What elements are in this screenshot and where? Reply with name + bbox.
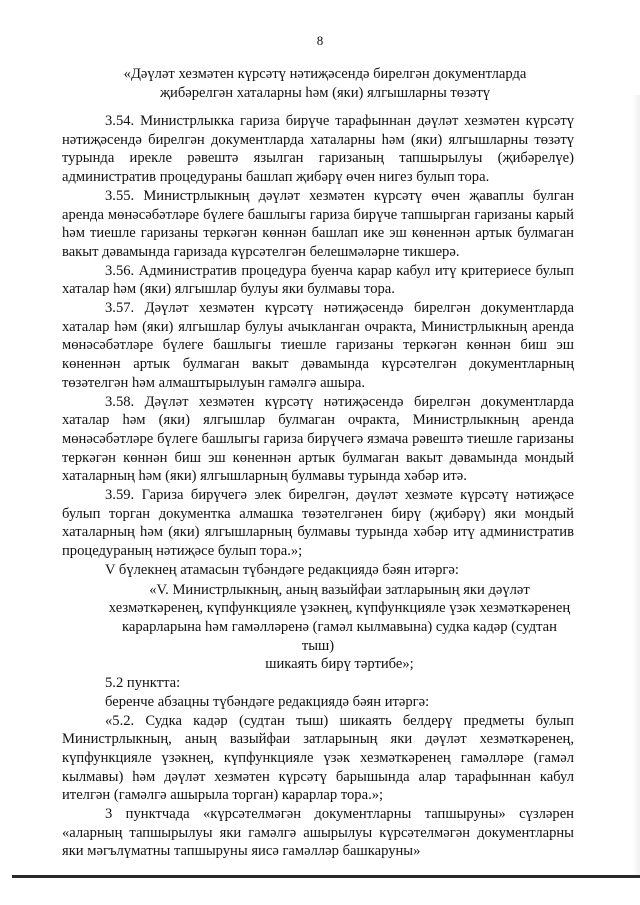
paragraph-3-58: 3.58. Дәүләт хезмәтен күрсәтү нәтиҗәсендә бирелгән документларда хаталар һәм (яки) ялгышлар булмаган очракта, Министрлыкның аренда мөнәсәбәтләре бүлеге башлыгы гариза бирүчегә язмача рәвештә тиешле гаризаны теркәгән көннән биш эш көненнән артык булмаган вакыт дәвамында мондый хаталарның һәм (яки) ялгышларның булмавы турында хәбәр итә. bbox=[62, 393, 574, 485]
paragraph-point-5-2: 5.2 пунктта: bbox=[105, 675, 181, 692]
paragraph-3-54: 3.54. Министрлыкка гариза бирүче тарафыннан дәүләт хезмәтен күрсәтү нәтиҗәсендә бирелгән документларда хаталарны һәм (яки) ялгышларны төзәтү турында ирекле рәвештә язылган гаризаның тапшырылуы (җибәрелүе) административ процедураны башлап җибәрү өчен нигез булып тора. bbox=[62, 113, 574, 186]
section-heading-line: «Дәүләт хезмәтен күрсәтү нәтиҗәсендә бирелгән документларда bbox=[123, 66, 527, 82]
paragraph-3-59: 3.59. Гариза бирүчегә элек бирелгән, дәүләт хезмәте күрсәтү нәтиҗәсе булып торган документка алмашка төзәтелгәнен бирү (җибәрү) яки мондый хаталарның һәм (яки) ялгышларның булмавы турында хәбәр итү административ процедураның нәтиҗәсе булып тора.»; bbox=[62, 487, 574, 560]
paragraph-3-56: 3.56. Административ процедура буенча карар кабул итү критериесе булып хаталар һәм (яки) ялгышлар булуы яки булмавы тора. bbox=[62, 262, 574, 298]
chapter-v-title-line: «V. Министрлыкның, аның вазыйфаи затларының яки дәүләт bbox=[149, 581, 530, 598]
scan-edge-shadow bbox=[632, 95, 640, 875]
paragraph-3-55: 3.55. Министрлыкның дәүләт хезмәтен күрсәтү өчен җаваплы булган аренда мөнәсәбәтләре бүлеге башлыгы гариза бирүче тапшырган гаризаны карый һәм тиешле гаризаны теркәгән көннән башлап ике эш көненнән артык булмаган вакыт дәвамында гаризада күрсәтелгән белешмәләрне тикшерә. bbox=[62, 187, 574, 260]
page-number: 8 bbox=[316, 33, 324, 48]
paragraph-chapter-v-instruction: V бүлекнең атамасын түбәндәге редакциядә бәян итәргә: bbox=[105, 561, 459, 578]
paragraph-first-abzac-instruction: беренче абзацны түбәндәге редакциядә бәян итәргә: bbox=[105, 693, 430, 710]
paragraph-5-2-text: «5.2. Судка кадәр (судтан тыш) шикаять белдерү предметы булып Министрлыкның, аның вазыйфаи затларының яки дәүләт хезмәткәренең, күпфункцияле үзәкнең, күпфункцияле үзәк хезмәткәренең гамәлләре (гамәл кылмавы) һәм дәүләт хезмәтен күрсәтү барышында алар тарафыннан кабул ителгән (гамәлгә ашырыла торган) карарлар тора.»; bbox=[62, 712, 574, 804]
paragraph-subpoint-3: 3 пунктчада «күрсәтелмәгән документларны тапшыруны» сүзләрен «аларның тапшырылуы яки гамәлгә ашырылуы күрсәтелмәгән документларны яки мәгълүматны тапшыруны яисә гамәлләр башкаруны» bbox=[62, 806, 574, 860]
section-heading-line: җибәрелгән хаталарны һәм (яки) ялгышларны төзәтү bbox=[159, 84, 491, 101]
paragraph-3-57: 3.57. Дәүләт хезмәтен күрсәтү нәтиҗәсендә бирелгән документларда хаталар һәм (яки) ялгышлар булуы ачыкланган очракта, Министрлыкның аренда мөнәсәбәтләре бүлеге башлыгы тиешле гаризаны теркәгән көннән биш эш көненнән артык булмаган вакыт дәвамында күрсәтелгән документларның төзәтелгән һәм алмаштырылуын гамәлгә ашыра. bbox=[62, 300, 574, 391]
chapter-v-title-quote bbox=[62, 581, 574, 675]
document-body bbox=[62, 112, 574, 861]
chapter-v-title-line: хезмәткәренең, күпфункцияле үзәкнең, күпфункцияле үзәк хезмәткәренең bbox=[108, 600, 571, 617]
chapter-v-title-line: шикаять бирү тәртибе»; bbox=[265, 656, 414, 673]
section-heading bbox=[100, 65, 550, 102]
chapter-v-title-line: карарларына һәм гамәлләренә (гамәл кылмавына) судка кадәр (судтан тыш) bbox=[122, 618, 557, 654]
scan-bottom-edge bbox=[12, 875, 640, 878]
